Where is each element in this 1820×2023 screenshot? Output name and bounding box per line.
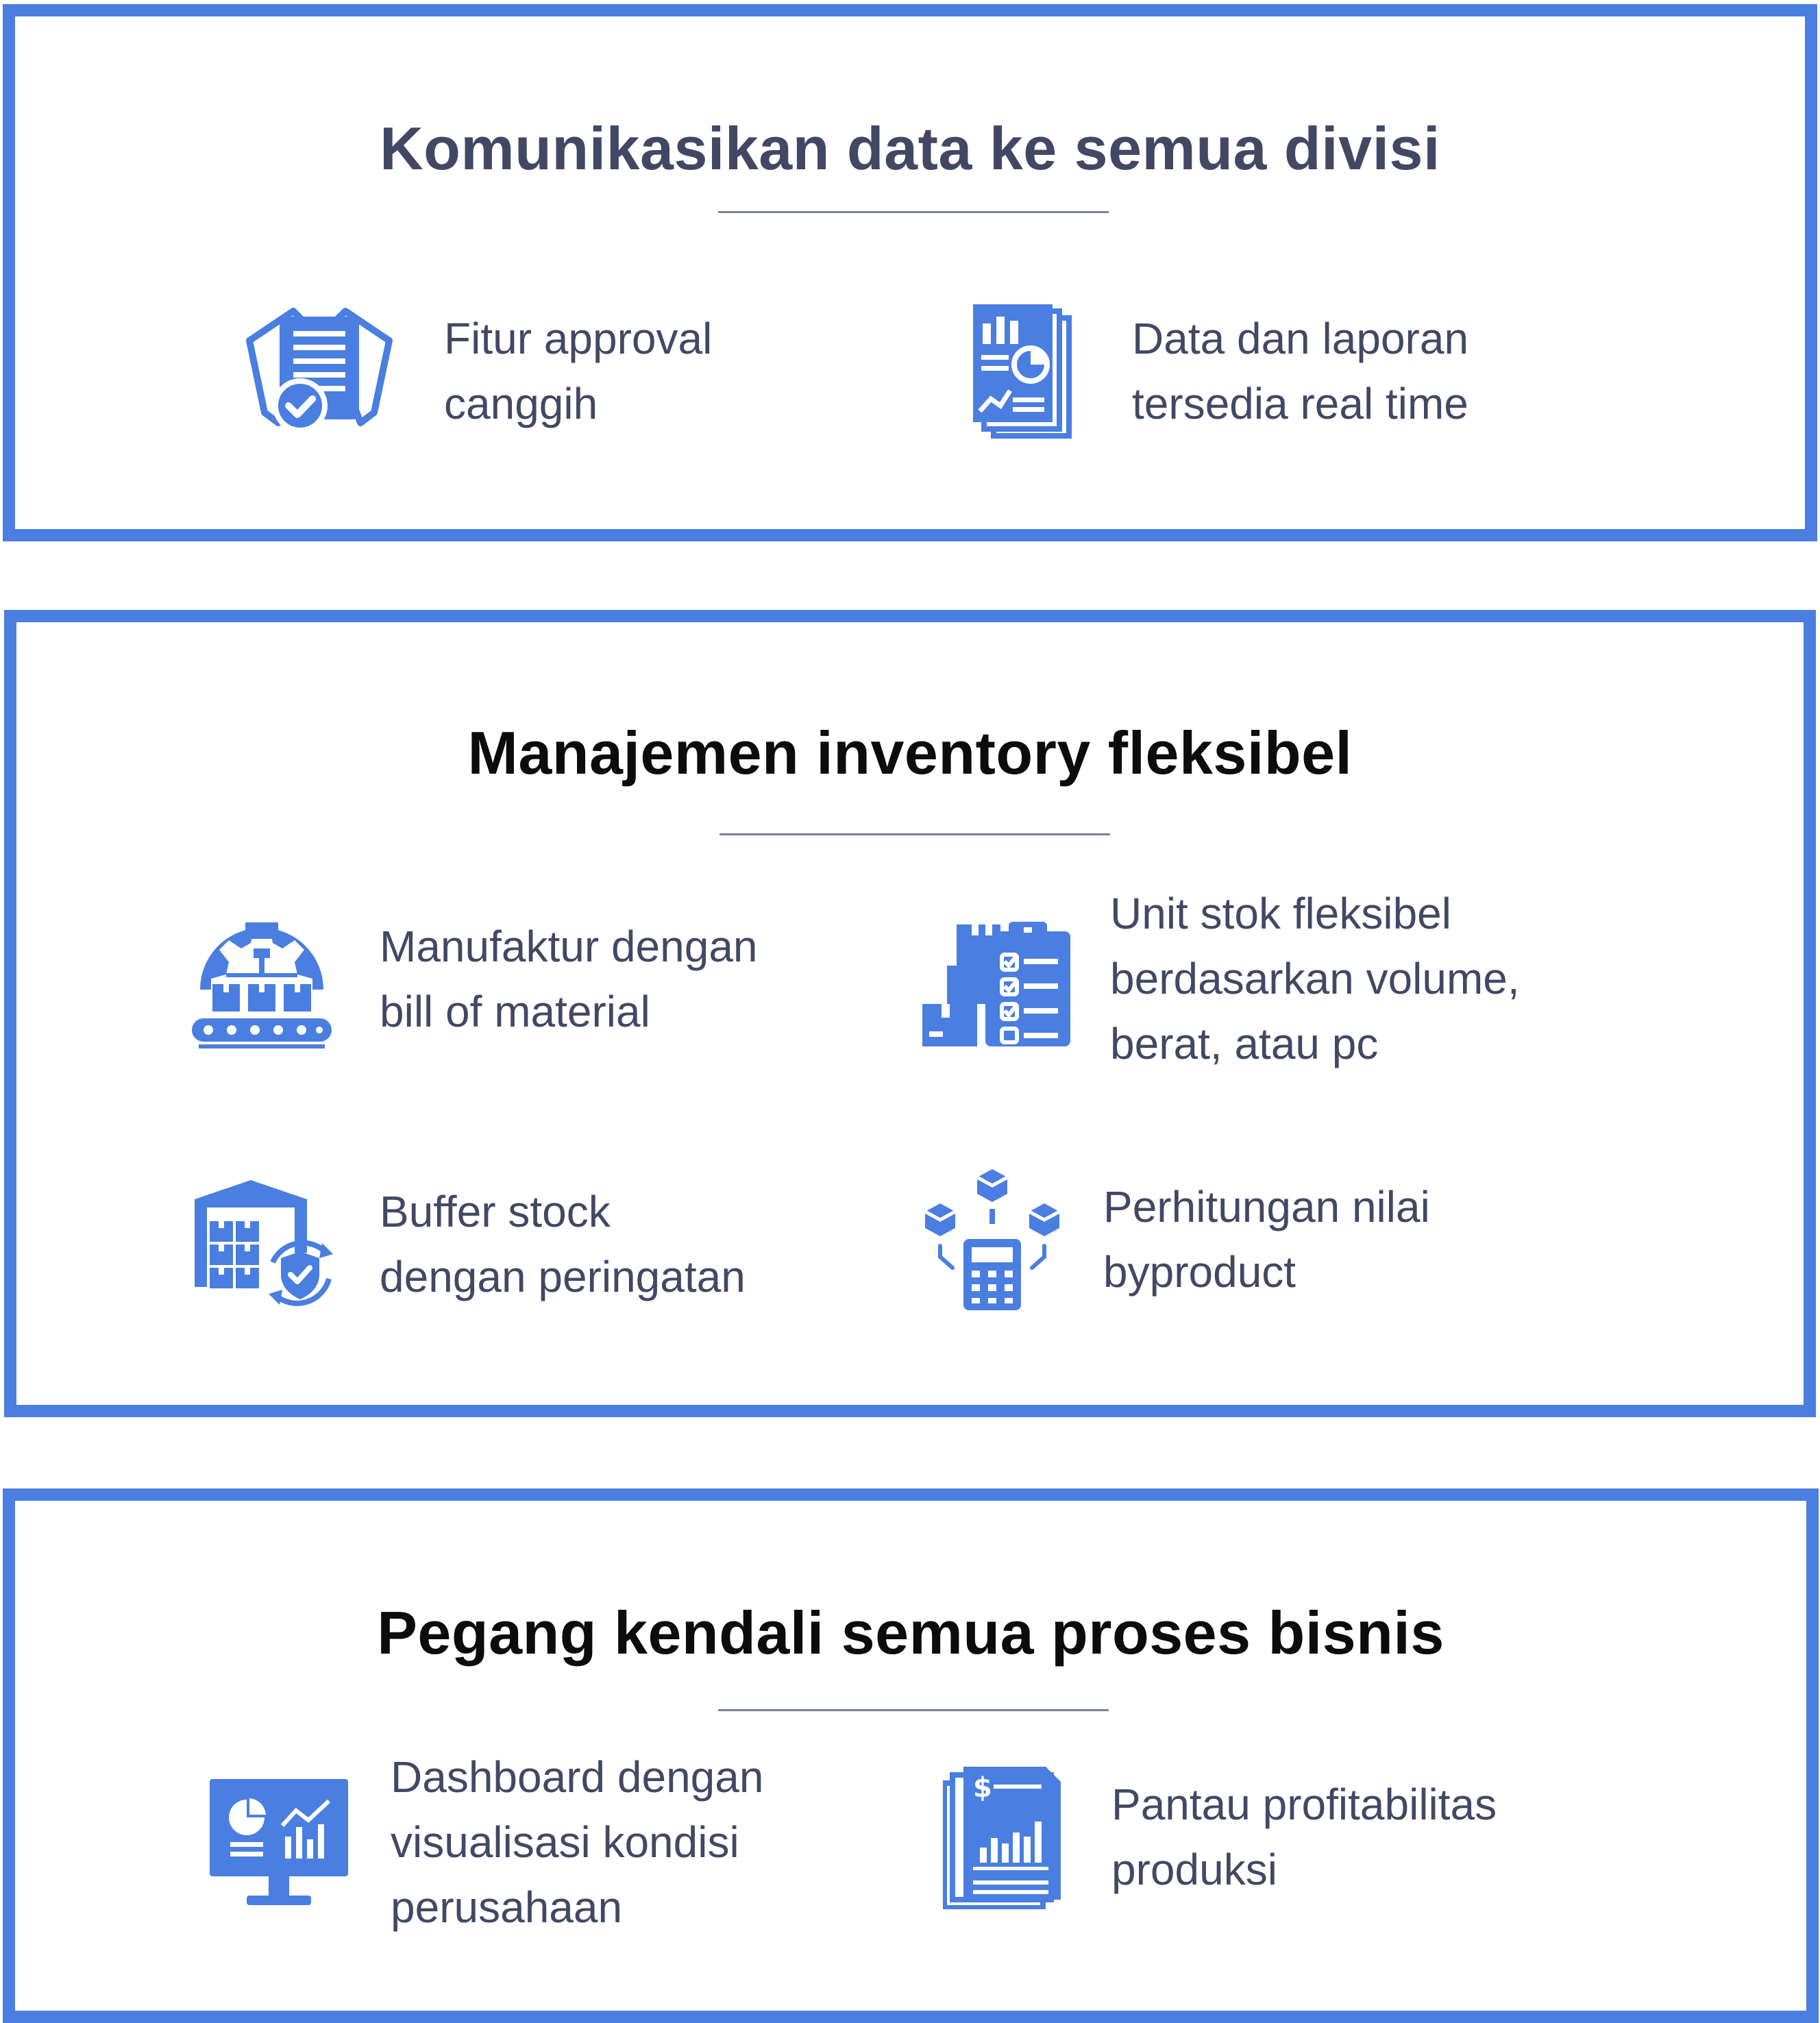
approval-documents-check-icon <box>237 303 402 440</box>
section-title: Komunikasikan data ke semua divisi <box>380 114 1440 182</box>
feature-production-profitability <box>943 1765 1497 1909</box>
feature-label: Manufaktur dengan bill of material <box>380 922 758 1036</box>
feature-label: Data dan laporan tersedia real time <box>1132 314 1469 428</box>
feature-manufacturing-bom <box>185 907 758 1051</box>
feature-dashboard <box>208 1745 763 1940</box>
title-divider <box>718 211 1109 213</box>
feature-label: Dashboard dengan visualisasi kondisi perusahaan <box>391 1752 764 1932</box>
feature-byproduct-value <box>924 1168 1430 1312</box>
feature-label: Perhitungan nilai byproduct <box>1103 1182 1430 1297</box>
feature-label: Buffer stock dengan peringatan <box>380 1187 746 1301</box>
feature-flexible-stock-unit <box>920 881 1520 1077</box>
feature-label: Pantau profitabilitas produksi <box>1111 1780 1497 1894</box>
title-divider <box>718 1709 1109 1711</box>
feature-label: Unit stok fleksibel berdasarkan volume, berat, atau pc <box>1110 889 1520 1068</box>
feature-label: Fitur approval canggih <box>444 314 713 428</box>
svg-text:$: $ <box>973 1772 992 1804</box>
section-title: Pegang kendali semua proses bisnis <box>377 1599 1444 1667</box>
section-inventory <box>4 610 1816 1417</box>
monitor-dashboard-icon <box>208 1778 349 1908</box>
section-communication <box>3 4 1817 541</box>
calculator-cubes-icon <box>924 1168 1061 1312</box>
warehouse-shield-icon <box>192 1177 336 1312</box>
gear-conveyor-boxes-icon <box>185 907 339 1051</box>
feature-buffer-stock <box>192 1177 746 1312</box>
feature-realtime-report <box>970 303 1468 440</box>
section-title: Manajemen inventory fleksibel <box>467 719 1353 787</box>
dollar-report-chart-icon <box>943 1765 1063 1909</box>
report-document-chart-icon <box>970 303 1073 440</box>
section-business-control <box>3 1488 1819 2023</box>
feature-approval <box>237 303 712 440</box>
title-divider <box>720 833 1110 835</box>
boxes-clipboard-checklist-icon <box>920 911 1072 1048</box>
